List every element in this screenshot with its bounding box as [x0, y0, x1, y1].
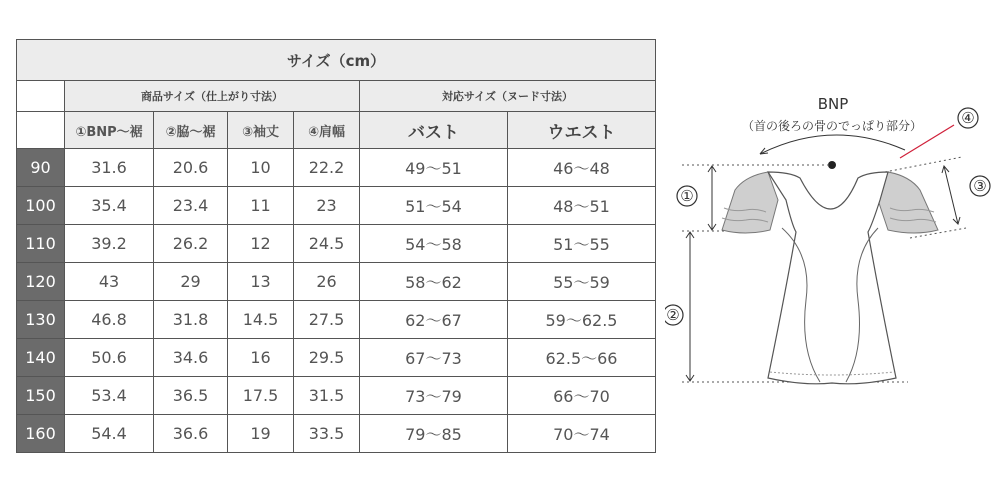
row-size-label: 100	[17, 187, 65, 225]
table-cell: 51～55	[508, 225, 656, 263]
table-row	[17, 149, 656, 187]
garment-body	[768, 172, 896, 384]
table-row	[17, 225, 656, 263]
table-cell: 29	[154, 263, 228, 301]
table-cell: 62～67	[360, 301, 508, 339]
table-row	[17, 339, 656, 377]
col-header-waist: ウエスト	[508, 112, 656, 149]
marker-3-label: ③	[973, 177, 987, 195]
table-cell: 24.5	[294, 225, 360, 263]
table-cell: 26.2	[154, 225, 228, 263]
table-cell: 22.2	[294, 149, 360, 187]
table-cell: 11	[228, 187, 294, 225]
table-cell: 26	[294, 263, 360, 301]
table-cell: 34.6	[154, 339, 228, 377]
marker-2-label: ②	[666, 306, 680, 324]
col-header-bnp: ①BNP～裾	[65, 112, 154, 149]
table-cell: 46.8	[65, 301, 154, 339]
table-cell: 13	[228, 263, 294, 301]
row-size-label: 90	[17, 149, 65, 187]
table-cell: 33.5	[294, 415, 360, 453]
col-header-shoulder: ④肩幅	[294, 112, 360, 149]
table-cell: 20.6	[154, 149, 228, 187]
left-sleeve	[722, 172, 778, 233]
table-cell: 73～79	[360, 377, 508, 415]
table-body	[17, 149, 656, 453]
row-size-label: 120	[17, 263, 65, 301]
table-cell: 36.5	[154, 377, 228, 415]
table-row	[17, 187, 656, 225]
table-cell: 17.5	[228, 377, 294, 415]
table-cell: 55～59	[508, 263, 656, 301]
table-cell: 53.4	[65, 377, 154, 415]
measure-3-line	[944, 166, 958, 224]
corner-cell	[17, 112, 65, 149]
table-row	[17, 415, 656, 453]
group-header-product: 商品サイズ（仕上がり寸法）	[65, 81, 360, 112]
table-cell: 59～62.5	[508, 301, 656, 339]
table-cell: 50.6	[65, 339, 154, 377]
table-cell: 49～51	[360, 149, 508, 187]
col-header-side: ②脇～裾	[154, 112, 228, 149]
row-size-label: 130	[17, 301, 65, 339]
row-size-label: 140	[17, 339, 65, 377]
table-row	[17, 263, 656, 301]
row-size-label: 160	[17, 415, 65, 453]
guide-sleeve-top	[885, 157, 962, 172]
size-table	[16, 39, 656, 453]
table-cell: 10	[228, 149, 294, 187]
table-cell: 14.5	[228, 301, 294, 339]
table-cell: 27.5	[294, 301, 360, 339]
bnp-label: BNP	[817, 95, 849, 113]
row-size-label: 150	[17, 377, 65, 415]
table-cell: 46～48	[508, 149, 656, 187]
table-cell: 79～85	[360, 415, 508, 453]
table-cell: 12	[228, 225, 294, 263]
col-header-sleeve: ③袖丈	[228, 112, 294, 149]
marker-4-label: ④	[961, 109, 975, 127]
table-cell: 54～58	[360, 225, 508, 263]
table-cell: 29.5	[294, 339, 360, 377]
table-cell: 39.2	[65, 225, 154, 263]
table-title: サイズ（cm）	[17, 40, 656, 81]
bnp-dot	[828, 161, 836, 169]
table-cell: 35.4	[65, 187, 154, 225]
table-cell: 54.4	[65, 415, 154, 453]
table-cell: 66～70	[508, 377, 656, 415]
row-size-label: 110	[17, 225, 65, 263]
table-cell: 23.4	[154, 187, 228, 225]
bnp-note: （首の後ろの骨のでっぱり部分）	[741, 119, 923, 133]
shoulder-width-arc	[760, 135, 905, 154]
table-cell: 19	[228, 415, 294, 453]
marker-1-label: ①	[680, 187, 694, 205]
table-cell: 51～54	[360, 187, 508, 225]
table-cell: 31.5	[294, 377, 360, 415]
garment-diagram	[665, 80, 995, 400]
table-cell: 58～62	[360, 263, 508, 301]
table-cell: 31.8	[154, 301, 228, 339]
table-cell: 43	[65, 263, 154, 301]
table-cell: 67～73	[360, 339, 508, 377]
table-cell: 62.5～66	[508, 339, 656, 377]
group-header-nude: 対応サイズ（ヌード寸法）	[360, 81, 656, 112]
table-cell: 36.6	[154, 415, 228, 453]
table-cell: 31.6	[65, 149, 154, 187]
table-cell: 48～51	[508, 187, 656, 225]
right-sleeve	[878, 172, 938, 233]
corner-cell	[17, 81, 65, 112]
col-header-bust: バスト	[360, 112, 508, 149]
table-cell: 70～74	[508, 415, 656, 453]
table-cell: 16	[228, 339, 294, 377]
table-row	[17, 301, 656, 339]
table-row	[17, 377, 656, 415]
table-cell: 23	[294, 187, 360, 225]
